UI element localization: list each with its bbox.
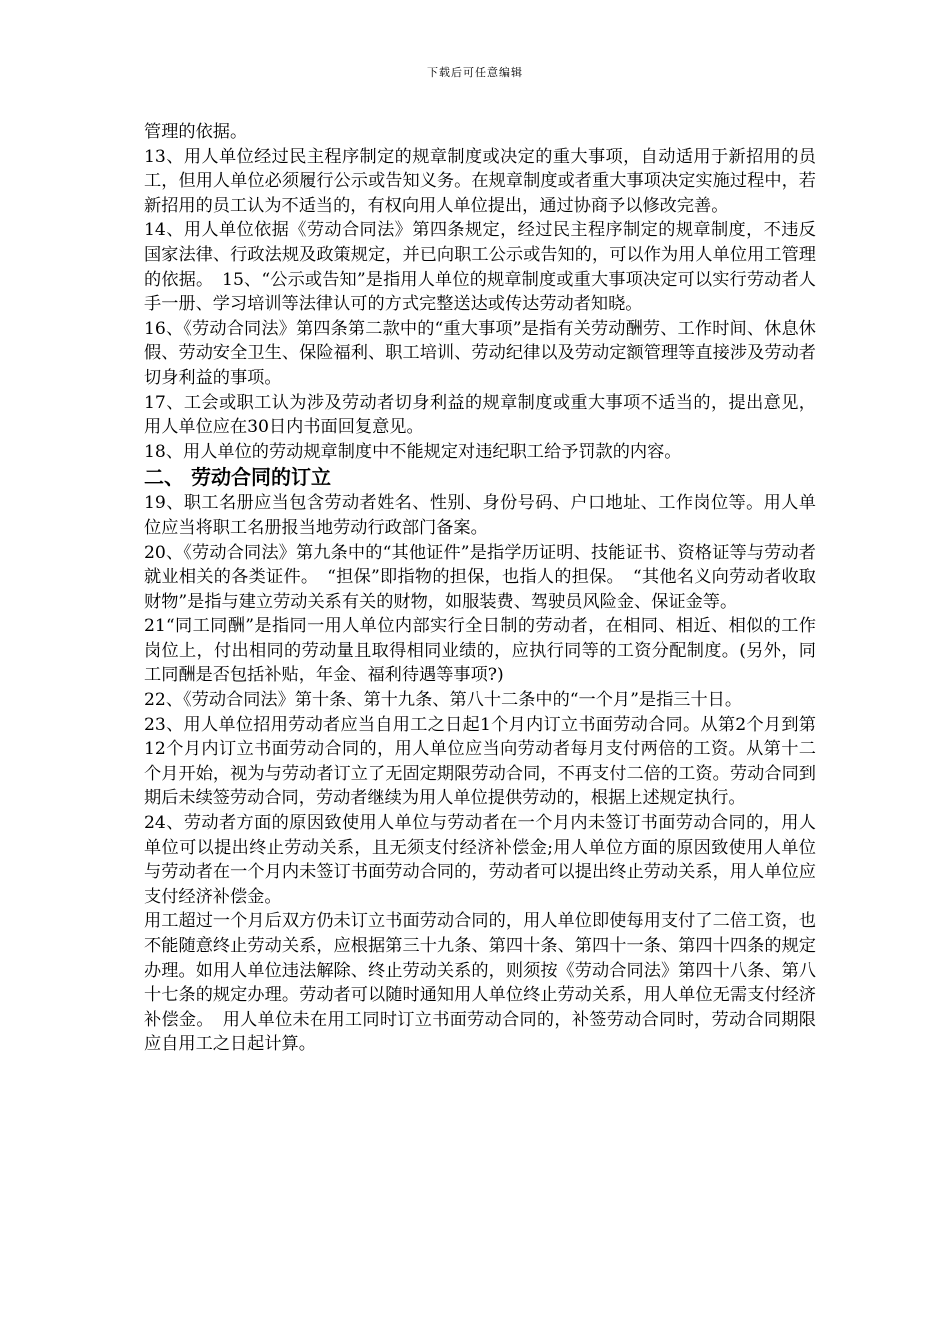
paragraph-21: 21“同工同酬”是指同一用人单位内部实行全日制的劳动者，在相同、相近、相似的工作岗位上，付出相同的劳动量且取得相同业绩的，应执行同等的工资分配制度。(另外，同工同酬是否包括补贴，年金、福利待遇等事项?) bbox=[144, 616, 816, 686]
paragraph-24-continued: 用工超过一个月后双方仍未订立书面劳动合同的，用人单位即使每用支付了二倍工资，也不能随意终止劳动关系，应根据第三十九条、第四十条、第四十一条、第四十四条的规定办理。如用人单位违法解除、终止劳动关系的，则须按《劳动合同法》第四十八条、第八十七条的规定办理。劳动者可以随时通知用人单位终止劳动关系，用人单位无需支付经济补偿金。 用人单位未在用工同时订立书面劳动合同的，补签劳动合同时，劳动合同期限应自用工之日起计算。 bbox=[144, 911, 816, 1055]
paragraph-continuation: 管理的依据。 bbox=[144, 122, 248, 142]
section-heading: 二、 劳动合同的订立 bbox=[144, 465, 331, 490]
paragraph-13: 13、用人单位经过民主程序制定的规章制度或决定的重大事项，自动适用于新招用的员工，但用人单位必须履行公示或告知义务。在规章制度或者重大事项决定实施过程中，若新招用的员工认为不适当的，有权向用人单位提出，通过协商予以修改完善。 bbox=[144, 146, 816, 216]
page-header: 下载后可任意编辑 bbox=[427, 66, 523, 79]
paragraph-18: 18、用人单位的劳动规章制度中不能规定对违纪职工给予罚款的内容。 bbox=[144, 441, 682, 462]
paragraph-20: 20、《劳动合同法》第九条中的“其他证件”是指学历证明、技能证书、资格证等与劳动者就业相关的各类证件。 “担保”即指物的担保，也指人的担保。 “其他名义向劳动者收取财物”是指与建立劳动关系有关的财物，如服装费、驾驶员风险金、保证金等。 bbox=[144, 542, 816, 612]
paragraph-24: 24、劳动者方面的原因致使用人单位与劳动者在一个月内未签订书面劳动合同的，用人单位可以提出终止劳动关系，且无须支付经济补偿金;用人单位方面的原因致使用人单位与劳动者在一个月内未签订书面劳动合同的，劳动者可以提出终止劳动关系，用人单位应支付经济补偿金。 bbox=[144, 813, 816, 907]
paragraph-16: 16、《劳动合同法》第四条第二款中的“重大事项”是指有关劳动酬劳、工作时间、休息休假、劳动安全卫生、保险福利、职工培训、劳动纪律以及劳动定额管理等直接涉及劳动者切身利益的事项。 bbox=[144, 318, 816, 388]
document-body bbox=[144, 120, 816, 1057]
paragraph-22: 22、《劳动合同法》第十条、第十九条、第八十二条中的“一个月”是指三十日。 bbox=[144, 690, 743, 711]
paragraph-14-15: 14、用人单位依据《劳动合同法》第四条规定，经过民主程序制定的规章制度，不违反国家法律、行政法规及政策规定，并已向职工公示或告知的，可以作为用人单位用工管理的依据。 15、“公示或告知”是指用人单位的规章制度或重大事项决定可以实行劳动者人手一册、学习培训等法律认可的方式完整送达或传达劳动者知晓。 bbox=[144, 220, 816, 315]
paragraph-19: 19、职工名册应当包含劳动者姓名、性别、身份号码、户口地址、工作岗位等。用人单位应当将职工名册报当地劳动行政部门备案。 bbox=[144, 493, 816, 538]
paragraph-17: 17、工会或职工认为涉及劳动者切身利益的规章制度或重大事项不适当的，提出意见，用人单位应在30日内书面回复意见。 bbox=[144, 392, 816, 438]
paragraph-23: 23、用人单位招用劳动者应当自用工之日起1个月内订立书面劳动合同。从第2个月到第12个月内订立书面劳动合同的，用人单位应当向劳动者每月支付两倍的工资。从第十二个月开始，视为与劳动者订立了无固定期限劳动合同，不再支付二倍的工资。劳动合同到期后未续签劳动合同，劳动者继续为用人单位提供劳动的，根据上述规定执行。 bbox=[144, 714, 816, 809]
